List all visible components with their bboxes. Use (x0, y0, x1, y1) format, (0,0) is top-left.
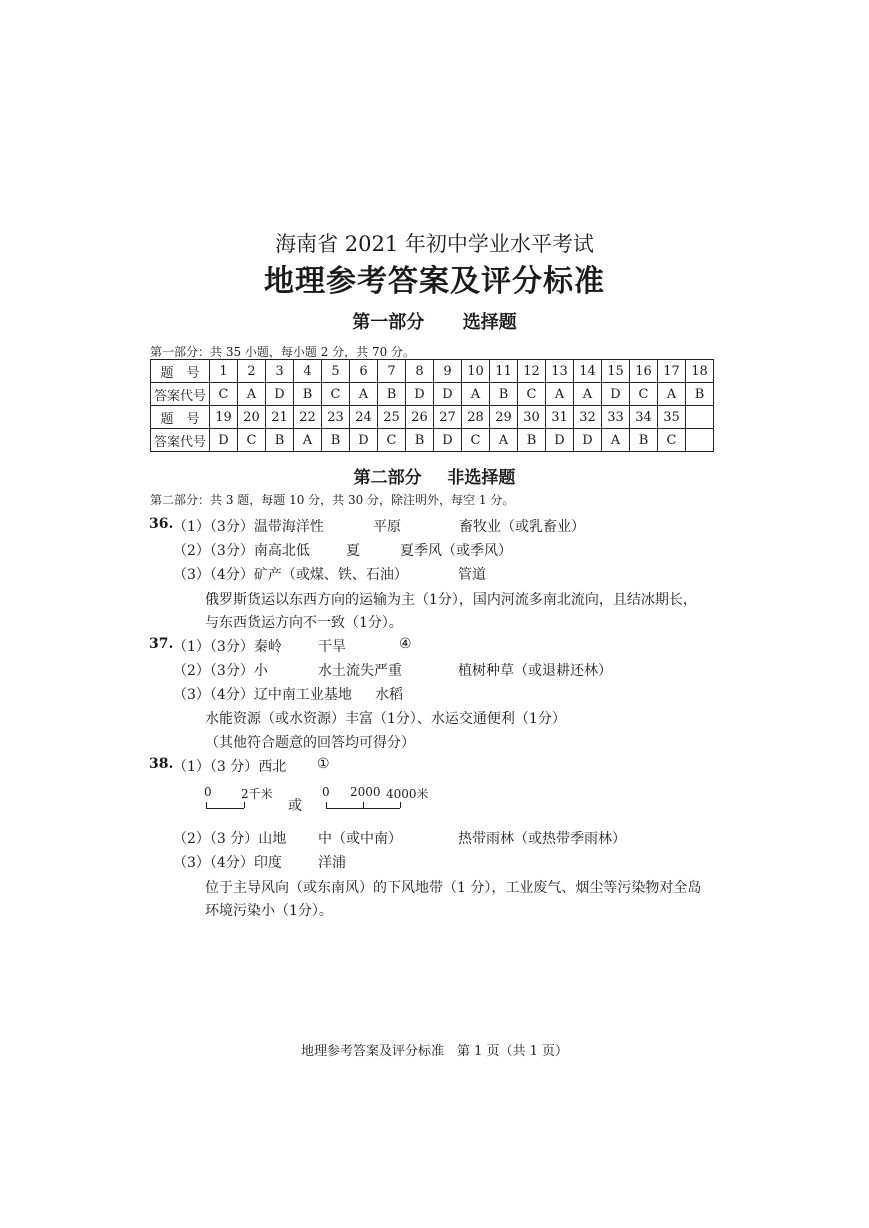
answer-text: 畜牧业（或乳畜业） (459, 519, 585, 535)
answer-text: 热带雨林（或热带季雨林） (458, 831, 626, 847)
answer-cell (686, 429, 714, 452)
question-number-cell: 35 (658, 406, 686, 429)
answer-text: 干旱 (318, 639, 346, 655)
answer-text: 水稻 (375, 687, 403, 703)
answer-cell: B (266, 429, 294, 452)
question-number-cell: 20 (238, 406, 266, 429)
scale-line (326, 808, 400, 809)
answer-text: 水土流失严重 (318, 663, 402, 679)
question-number-cell: 4 (294, 360, 322, 383)
exam-title: 海南省 2021 年初中学业水平考试 (275, 232, 594, 256)
question-number-cell: 26 (406, 406, 434, 429)
answer-cell: A (238, 383, 266, 406)
question-number-cell: 11 (490, 360, 518, 383)
answer-cell: A (462, 383, 490, 406)
answer-text: 夏季风（或季风） (400, 543, 512, 559)
answer-text: （2）（3分）小 (173, 663, 268, 679)
answer-table (150, 359, 714, 452)
answer-cell: A (574, 383, 602, 406)
scale-tick (326, 802, 327, 808)
answer-text: （2）（3分）南高北低 (173, 543, 310, 559)
answer-text: ① (317, 756, 330, 772)
question-number-cell: 30 (518, 406, 546, 429)
question-number-cell: 6 (350, 360, 378, 383)
answer-text: 环境污染小（1分）。 (205, 903, 333, 919)
question-number-cell: 3 (266, 360, 294, 383)
answer-cell: D (602, 383, 630, 406)
question-number-cell: 34 (630, 406, 658, 429)
question-number-cell: 12 (518, 360, 546, 383)
question-number-cell: 32 (574, 406, 602, 429)
row-label: 题 号 (151, 360, 210, 383)
question-number-cell: 7 (378, 360, 406, 383)
scale-label: 0 (204, 785, 212, 799)
answer-cell: D (546, 429, 574, 452)
question-number-cell: 16 (630, 360, 658, 383)
answer-text: 俄罗斯货运以东西方向的运输为主（1分），国内河流多南北流向，且结冰期长， (205, 592, 697, 608)
part2-note: 第二部分：共 3 题，每题 10 分，共 30 分，除注明外，每空 1 分。 (150, 493, 515, 507)
answer-cell: B (378, 383, 406, 406)
question-number-cell: 19 (210, 406, 238, 429)
question-number-cell: 22 (294, 406, 322, 429)
answer-text: （3）（4分）辽中南工业基地 (173, 687, 352, 703)
answer-cell: B (490, 383, 518, 406)
question-number-cell: 18 (686, 360, 714, 383)
answer-text: （1）（3分）温带海洋性 (173, 519, 324, 535)
question-number-cell (686, 406, 714, 429)
answer-cell: C (658, 429, 686, 452)
answer-text: 与东西货运方向不一致（1分）。 (205, 615, 403, 631)
question-number-cell: 31 (546, 406, 574, 429)
question-number-row-1 (151, 360, 714, 383)
answer-text: 中（或中南） (318, 831, 402, 847)
scale-tick (206, 802, 207, 808)
answer-cell: D (574, 429, 602, 452)
question-number-cell: 5 (322, 360, 350, 383)
question-number-row-2 (151, 406, 714, 429)
answer-cell: B (518, 429, 546, 452)
scale-tick (244, 802, 245, 808)
answer-text: ④ (399, 636, 412, 652)
or-text: 或 (288, 798, 302, 814)
part2-heading-a: 第二部分 (353, 468, 422, 488)
answer-cell: D (350, 429, 378, 452)
answer-cell: B (630, 429, 658, 452)
answer-text: （其他符合题意的回答均可得分） (205, 735, 415, 751)
answer-cell: B (686, 383, 714, 406)
answer-text: 洋浦 (318, 855, 346, 871)
answer-text: （3）（4分）矿产（或煤、铁、石油） (173, 567, 408, 583)
answer-text: （1）（3分）秦岭 (173, 639, 282, 655)
answer-cell: B (322, 429, 350, 452)
scale-line (206, 808, 244, 809)
part1-heading-b: 选择题 (462, 312, 517, 333)
question-number-cell: 28 (462, 406, 490, 429)
question-number-cell: 1 (210, 360, 238, 383)
question-number: 36. (149, 516, 174, 532)
answer-text: 位于主导风向（或东南风）的下风地带（1 分），工业废气、烟尘等污染物对全岛 (205, 880, 702, 896)
question-number-cell: 2 (238, 360, 266, 383)
answer-cell: C (518, 383, 546, 406)
part1-heading-a: 第一部分 (352, 312, 425, 333)
answer-cell: D (406, 383, 434, 406)
part1-note: 第一部分：共 35 小题，每小题 2 分，共 70 分。 (150, 345, 416, 359)
question-number-cell: 14 (574, 360, 602, 383)
question-number-cell: 21 (266, 406, 294, 429)
question-number-cell: 27 (434, 406, 462, 429)
question-number-cell: 33 (602, 406, 630, 429)
page-footer: 地理参考答案及评分标准 第 1 页（共 1 页） (300, 1044, 569, 1059)
row-label: 答案代号 (151, 429, 210, 452)
scale-label: 2000 (350, 785, 381, 799)
answer-cell: D (434, 383, 462, 406)
question-number-cell: 10 (462, 360, 490, 383)
scale-tick (363, 802, 364, 808)
answer-text: （3）（4分）印度 (173, 855, 282, 871)
answer-cell: A (490, 429, 518, 452)
question-number-cell: 24 (350, 406, 378, 429)
scale-tick (400, 802, 401, 808)
question-number: 38. (149, 756, 174, 772)
answer-row-1 (151, 383, 714, 406)
answer-cell: D (210, 429, 238, 452)
answer-text: 平原 (373, 519, 401, 535)
document-title: 地理参考答案及评分标准 (264, 264, 605, 299)
question-number: 37. (149, 636, 174, 652)
answer-text: （1）（3 分）西北 (173, 759, 287, 775)
part2-heading-b: 非选择题 (447, 468, 516, 488)
answer-row-2 (151, 429, 714, 452)
row-label: 答案代号 (151, 383, 210, 406)
answer-cell: A (294, 429, 322, 452)
answer-text: 管道 (458, 567, 486, 583)
answer-cell: C (322, 383, 350, 406)
scale-label: 4000米 (386, 787, 429, 801)
question-number-cell: 9 (434, 360, 462, 383)
answer-text: 植树种草（或退耕还林） (458, 663, 612, 679)
scale-label: 0 (322, 785, 330, 799)
answer-cell: D (266, 383, 294, 406)
question-number-cell: 29 (490, 406, 518, 429)
answer-text: 夏 (346, 543, 360, 559)
question-number-cell: 15 (602, 360, 630, 383)
answer-cell: D (434, 429, 462, 452)
row-label: 题 号 (151, 406, 210, 429)
question-number-cell: 13 (546, 360, 574, 383)
question-number-cell: 17 (658, 360, 686, 383)
answer-cell: C (378, 429, 406, 452)
answer-cell: B (406, 429, 434, 452)
answer-cell: C (238, 429, 266, 452)
question-number-cell: 8 (406, 360, 434, 383)
answer-cell: B (294, 383, 322, 406)
answer-cell: C (462, 429, 490, 452)
answer-text: 水能资源（或水资源）丰富（1分）、水运交通便利（1分） (205, 711, 566, 727)
answer-cell: C (630, 383, 658, 406)
part1-heading (0, 308, 869, 334)
question-number-cell: 25 (378, 406, 406, 429)
answer-cell: A (350, 383, 378, 406)
scale-label: 2千米 (241, 787, 273, 801)
answer-cell: A (546, 383, 574, 406)
answer-cell: A (602, 429, 630, 452)
answer-cell: C (210, 383, 238, 406)
question-number-cell: 23 (322, 406, 350, 429)
answer-text: （2）（3 分）山地 (173, 831, 287, 847)
part2-heading (0, 463, 869, 488)
answer-cell: A (658, 383, 686, 406)
